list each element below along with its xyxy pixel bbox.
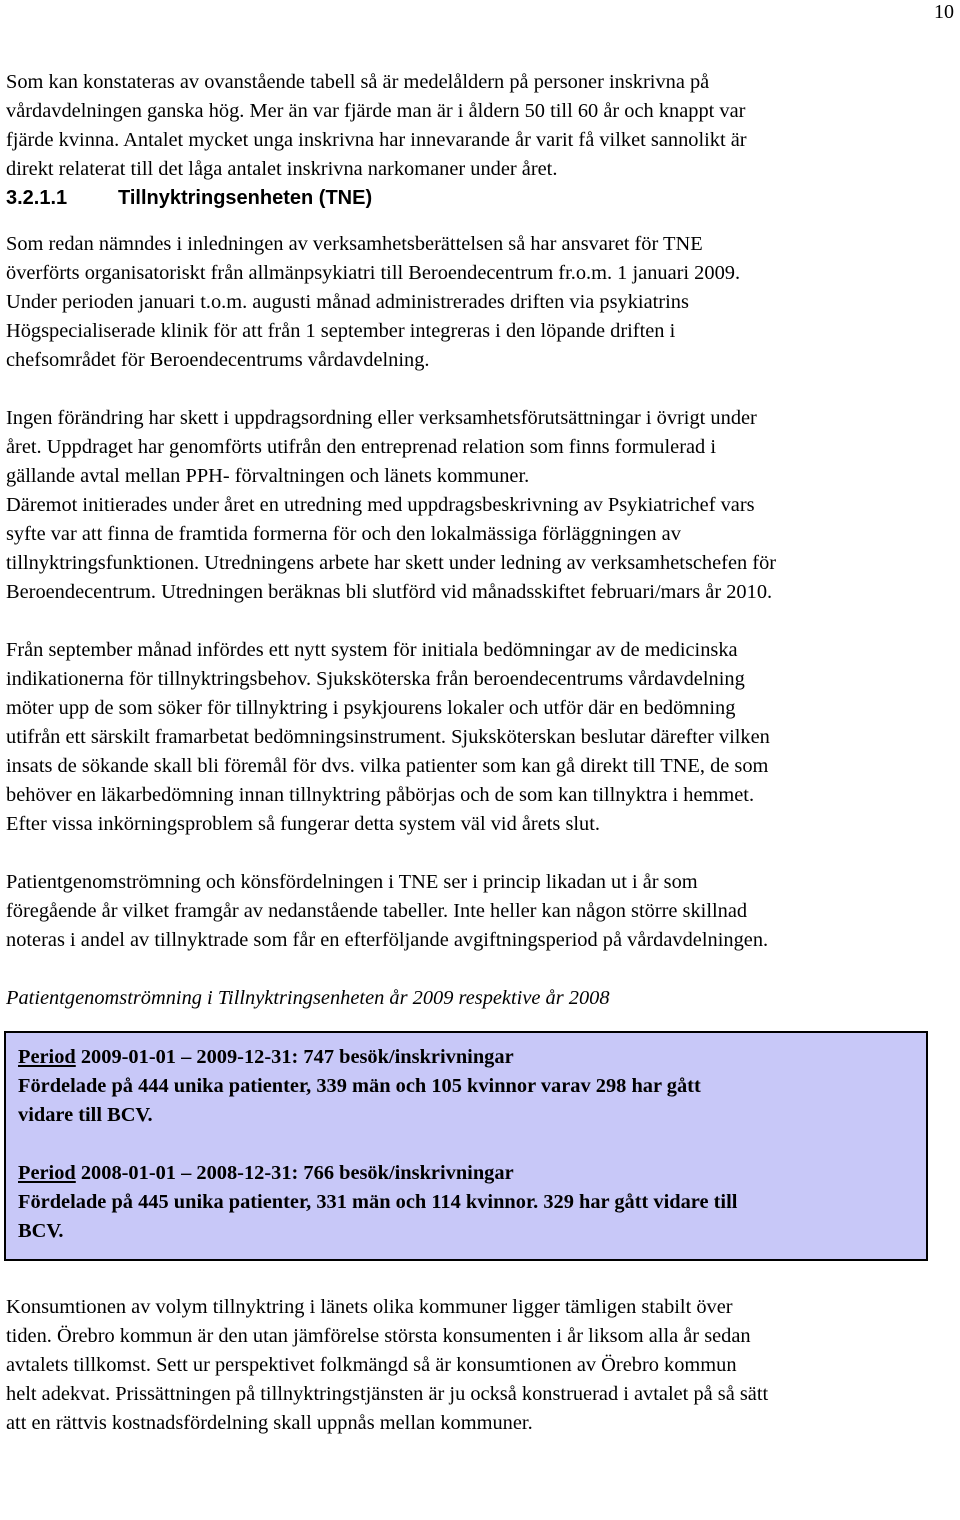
- page-number: 10: [934, 1, 954, 23]
- intro-paragraph: Som kan konstateras av ovanstående tabell så är medelåldern på personer inskrivna på vårdavdelningen ganska hög. Mer än var fjärde man är i åldern 50 till 60 år och knappt var fjärde kvinna. Antalet mycket unga inskrivna har innevarande år varit få vilket sannolikt är direkt relaterat till det låga antalet inskrivna narkomaner under året.: [6, 71, 747, 180]
- period-label-2008: Period: [18, 1162, 76, 1184]
- throughput-paragraph: Patientgenomströmning och könsfördelningen i TNE ser i princip likadan ut i år som föregående år vilket framgår av nedanstående tabeller. Inte heller kan någon större skillnad noteras i andel av tillnyktrade som får en efterföljande avgiftningsperiod på vårdavdelningen.: [6, 871, 769, 951]
- period-2009-detail: Fördelade på 444 unika patienter, 339 män och 105 kvinnor varav 298 har gått vidare till BCV.: [18, 1075, 701, 1126]
- period-2008-detail: Fördelade på 445 unika patienter, 331 män och 114 kvinnor. 329 har gått vidare till BCV.: [18, 1191, 738, 1242]
- assessment-paragraph: Från september månad infördes ett nytt system för initiala bedömningar av de medicinska indikationerna för tillnyktringsbehov. Sjuksköterska från beroendecentrums vårdavdelning möter upp de som söker för tillnyktring i psykjourens lokaler och utför där en bedömning utifrån ett särskilt framarbetat bedömningsinstrument. Sjuksköterskan beslutar därefter vilken insats de sökande skall bli föremål för dvs. vilka patienter som kan gå direkt till TNE, de som behöver en läkarbedömning innan tillnyktring påbörjas och de som kan tillnyktra i hemmet. Efter vissa inkörningsproblem så fungerar detta system väl vid årets slut.: [6, 639, 770, 835]
- period-2009-range: [18, 1043, 914, 1072]
- responsibility-paragraph: Som redan nämndes i inledningen av verksamhetsberättelsen så har ansvaret för TNE överförts organisatoriskt från allmänpsykiatri till Beroendecentrum fr.o.m. 1 januari 2009. Under perioden januari t.o.m. augusti månad administrerades driften via psykiatrins Högspecialiserade klinik för att från 1 september integreras i den löpande driften i chefsområdet för Beroendecentrums vårdavdelning.: [6, 233, 741, 371]
- period-2009-range-text: 2009-01-01 – 2009-12-31: 747 besök/inskrivningar: [75, 1046, 514, 1068]
- period-label-2009: Period: [18, 1046, 76, 1068]
- period-2008-range-text: 2008-01-01 – 2008-12-31: 766 besök/inskrivningar: [75, 1162, 514, 1184]
- consumption-paragraph: Konsumtionen av volym tillnyktring i länets olika kommuner ligger tämligen stabilt över tiden. Örebro kommun är den utan jämförelse största konsumenten i år liksom alla år sedan avtalets tillkomst. Sett ur perspektivet folkmängd så är konsumtionen av Örebro kommun helt adekvat. Prissättningen på tillnyktringstjänsten är ju också konstruerad i avtalet på så sätt att en rättvis kostnadsfördelning skall uppnås mellan kommuner.: [6, 1296, 769, 1434]
- section-heading: [6, 184, 960, 213]
- period-2008-range: [18, 1159, 914, 1188]
- document-body: [6, 68, 960, 1438]
- section-number: 3.2.1.1: [6, 187, 68, 209]
- section-title: Tillnyktringsenheten (TNE): [118, 187, 373, 209]
- table-caption: Patientgenomströmning i Tillnyktringsenheten år 2009 respektive år 2008: [6, 987, 610, 1009]
- statistics-box: [4, 1031, 928, 1261]
- assignment-paragraph: Ingen förändring har skett i uppdragsordning eller verksamhetsförutsättningar i övrigt under året. Uppdraget har genomförts utifrån den entreprenad relation som finns formulerad i gällande avtal mellan PPH- förvaltningen och länets kommuner. Däremot initierades under året en utredning med uppdragsbeskrivning av Psykiatrichef vars syfte var att finna de framtida formerna för och den lokalmässiga förläggningen av tillnyktringsfunktionen. Utredningens arbete har skett under ledning av verksamhetschefen för Beroendecentrum. Utredningen beräknas bli slutförd vid månadsskiftet februari/mars år 2010.: [6, 407, 777, 603]
